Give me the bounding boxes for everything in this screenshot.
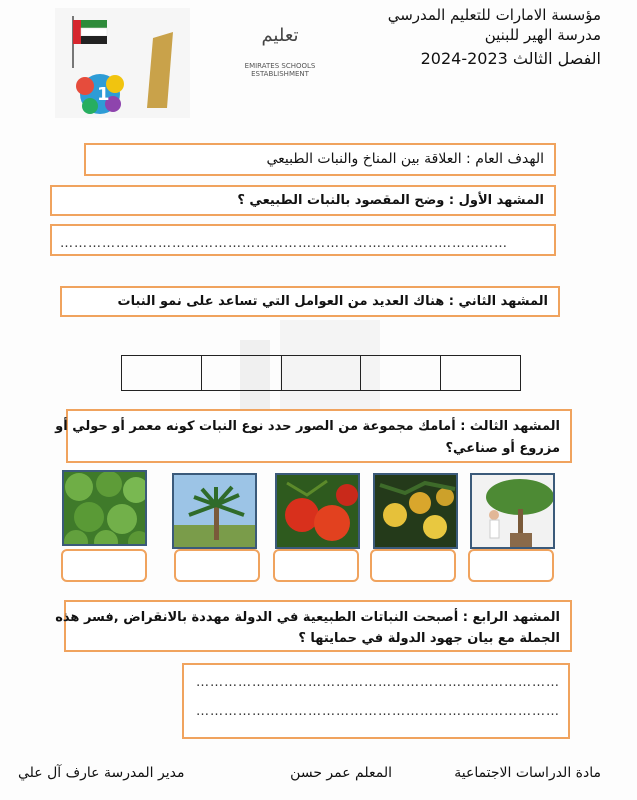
- photo-palm-tree: [172, 473, 257, 549]
- scene1-question-box: [50, 185, 556, 216]
- general-goal-text: الهدف العام : العلاقة بين المناخ والنبات الطبيعي: [266, 151, 544, 167]
- footer-principal: مدير المدرسة عارف آل علي: [18, 765, 185, 781]
- scene2-question-box: [60, 286, 560, 317]
- term-year: الفصل الثالث 2023-2024: [420, 49, 601, 68]
- footer-teacher: المعلم عمر حسن: [290, 765, 392, 781]
- scene4-question-box: [55, 600, 572, 652]
- svg-text:1: 1: [97, 84, 110, 105]
- photo-tomatoes: [275, 473, 360, 549]
- ministry-logo-subtitle: EMIRATES SCHOOLS ESTABLISHMENT: [244, 62, 316, 78]
- scene4-answer-dots-2: ……………………………………………………………………: [196, 704, 560, 719]
- scene3-question-box: [55, 409, 572, 463]
- scene3-question-line1: المشهد الثالث : أمامك مجموعة من الصور حدد نوع النبات كونه معمر أو حولي أو: [55, 419, 560, 434]
- answer-box-1[interactable]: [61, 549, 147, 582]
- scene1-answer-dots: ……………………………………………………………………………………: [60, 236, 508, 251]
- scene1-question: المشهد الأول : وضح المقصود بالنبات الطبيعي ؟: [237, 193, 544, 208]
- establishment-name: مؤسسة الامارات للتعليم المدرسي: [387, 6, 601, 24]
- factor-cell[interactable]: [281, 356, 361, 390]
- answer-box-2[interactable]: [174, 549, 260, 582]
- photo-citrus-fruits: [373, 473, 458, 549]
- answer-box-4[interactable]: [370, 549, 456, 582]
- scene4-answer-dots-1: ……………………………………………………………………: [196, 675, 560, 690]
- ministry-logo: [230, 25, 330, 80]
- footer-subject: مادة الدراسات الاجتماعية: [454, 765, 601, 781]
- ministry-logo-mark: تعليم: [261, 25, 299, 46]
- scene1-answer-box[interactable]: [50, 224, 556, 256]
- factor-cell[interactable]: [440, 356, 520, 390]
- general-goal-box: [84, 143, 556, 176]
- scene2-question: المشهد الثاني : هناك العديد من العوامل التي تساعد على نمو النبات: [117, 294, 548, 309]
- photo-clover-leaves: [62, 470, 147, 546]
- factor-cell[interactable]: [360, 356, 440, 390]
- uae-flag-logo: [55, 8, 190, 118]
- scene4-question-line1: المشهد الرابع : أصبحت النباتات الطبيعية في الدولة مهددة بالانقراض ,فسر هذه: [55, 610, 560, 625]
- answer-box-5[interactable]: [468, 549, 554, 582]
- scene3-question-line2: مزروع أو صناعي؟: [445, 441, 560, 456]
- scene4-question-line2: الجملة مع بيان جهود الدولة في حمايتها ؟: [298, 631, 560, 646]
- scene4-answer-box[interactable]: [182, 663, 570, 739]
- photo-potted-tree: [470, 473, 555, 549]
- factor-cell[interactable]: [201, 356, 281, 390]
- factors-grid: [121, 355, 521, 391]
- school-name: مدرسة الهير للبنين: [484, 26, 601, 44]
- answer-box-3[interactable]: [273, 549, 359, 582]
- factor-cell[interactable]: [122, 356, 201, 390]
